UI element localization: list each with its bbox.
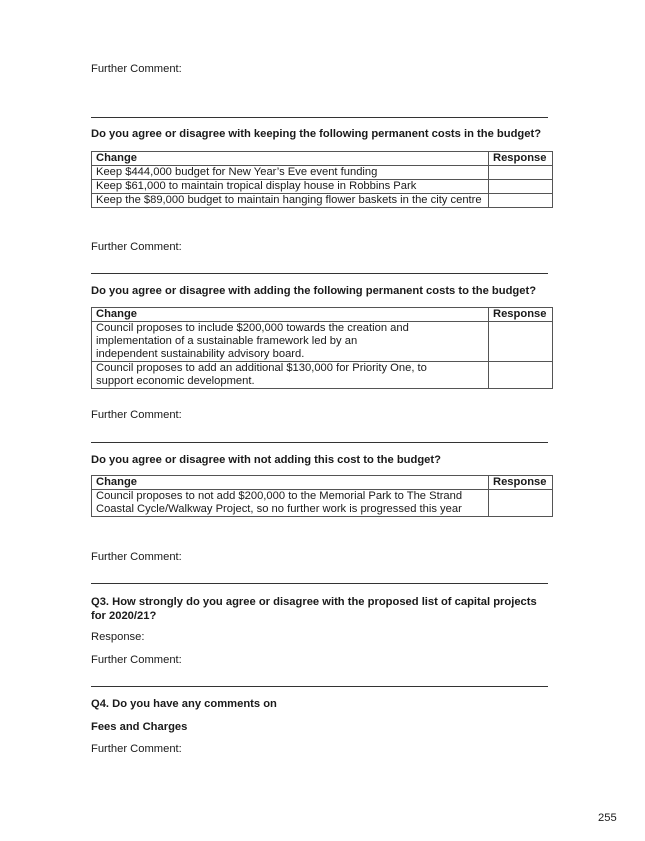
response-cell[interactable] [489,166,553,180]
col-header-response: Response [489,152,553,166]
table-row [92,166,553,180]
col-header-change: Change [92,476,489,490]
change-cell: Keep $444,000 budget for New Year’s Eve event funding [92,166,489,180]
further-comment-label-6: Further Comment: [91,743,182,755]
response-cell[interactable] [489,490,553,517]
further-comment-label-2: Further Comment: [91,241,182,253]
response-cell[interactable] [489,194,553,208]
q3-question-line-1: Q3. How strongly do you agree or disagree with the proposed list of capital projects [91,596,537,608]
question-not-adding-cost: Do you agree or disagree with not adding this cost to the budget? [91,454,441,466]
response-label: Response: [91,631,145,643]
change-cell: Council proposes to add an additional $130,000 for Priority One, to support economic development. [92,362,489,389]
change-cell: Keep the $89,000 budget to maintain hanging flower baskets in the city centre [92,194,489,208]
col-header-change: Change [92,308,489,322]
comment-line-4[interactable] [91,583,548,584]
change-cell: Council proposes to not add $200,000 to the Memorial Park to The Strand Coastal Cycle/Walkway Project, so no further work is progressed this year [92,490,489,517]
table-row [92,322,553,362]
change-cell: Keep $61,000 to maintain tropical display house in Robbins Park [92,180,489,194]
change-cell: Council proposes to include $200,000 towards the creation and implementation of a sustainable framework led by an independent sustainability advisory board. [92,322,489,362]
question-add-costs: Do you agree or disagree with adding the following permanent costs to the budget? [91,285,537,297]
q4-question-line-2: Fees and Charges [91,721,188,733]
col-header-response: Response [489,476,553,490]
comment-line-1[interactable] [91,117,548,118]
response-cell[interactable] [489,322,553,362]
comment-line-2[interactable] [91,273,548,274]
table-row [92,180,553,194]
table-not-adding-cost [91,475,553,517]
response-cell[interactable] [489,180,553,194]
further-comment-label-1: Further Comment: [91,63,182,75]
further-comment-label-3: Further Comment: [91,409,182,421]
table-keep-costs [91,151,553,208]
further-comment-label-5: Further Comment: [91,654,182,666]
further-comment-label-4: Further Comment: [91,551,182,563]
q3-question-line-2: for 2020/21? [91,610,157,622]
table-row [92,362,553,389]
comment-line-5[interactable] [91,686,548,687]
question-keep-costs: Do you agree or disagree with keeping the following permanent costs in the budget? [91,128,542,140]
table-add-costs [91,307,553,389]
col-header-response: Response [489,308,553,322]
page-number: 255 [598,812,617,824]
table-row [92,194,553,208]
response-cell[interactable] [489,362,553,389]
q4-question-line-1: Q4. Do you have any comments on [91,698,277,710]
comment-line-3[interactable] [91,442,548,443]
table-row [92,490,553,517]
col-header-change: Change [92,152,489,166]
